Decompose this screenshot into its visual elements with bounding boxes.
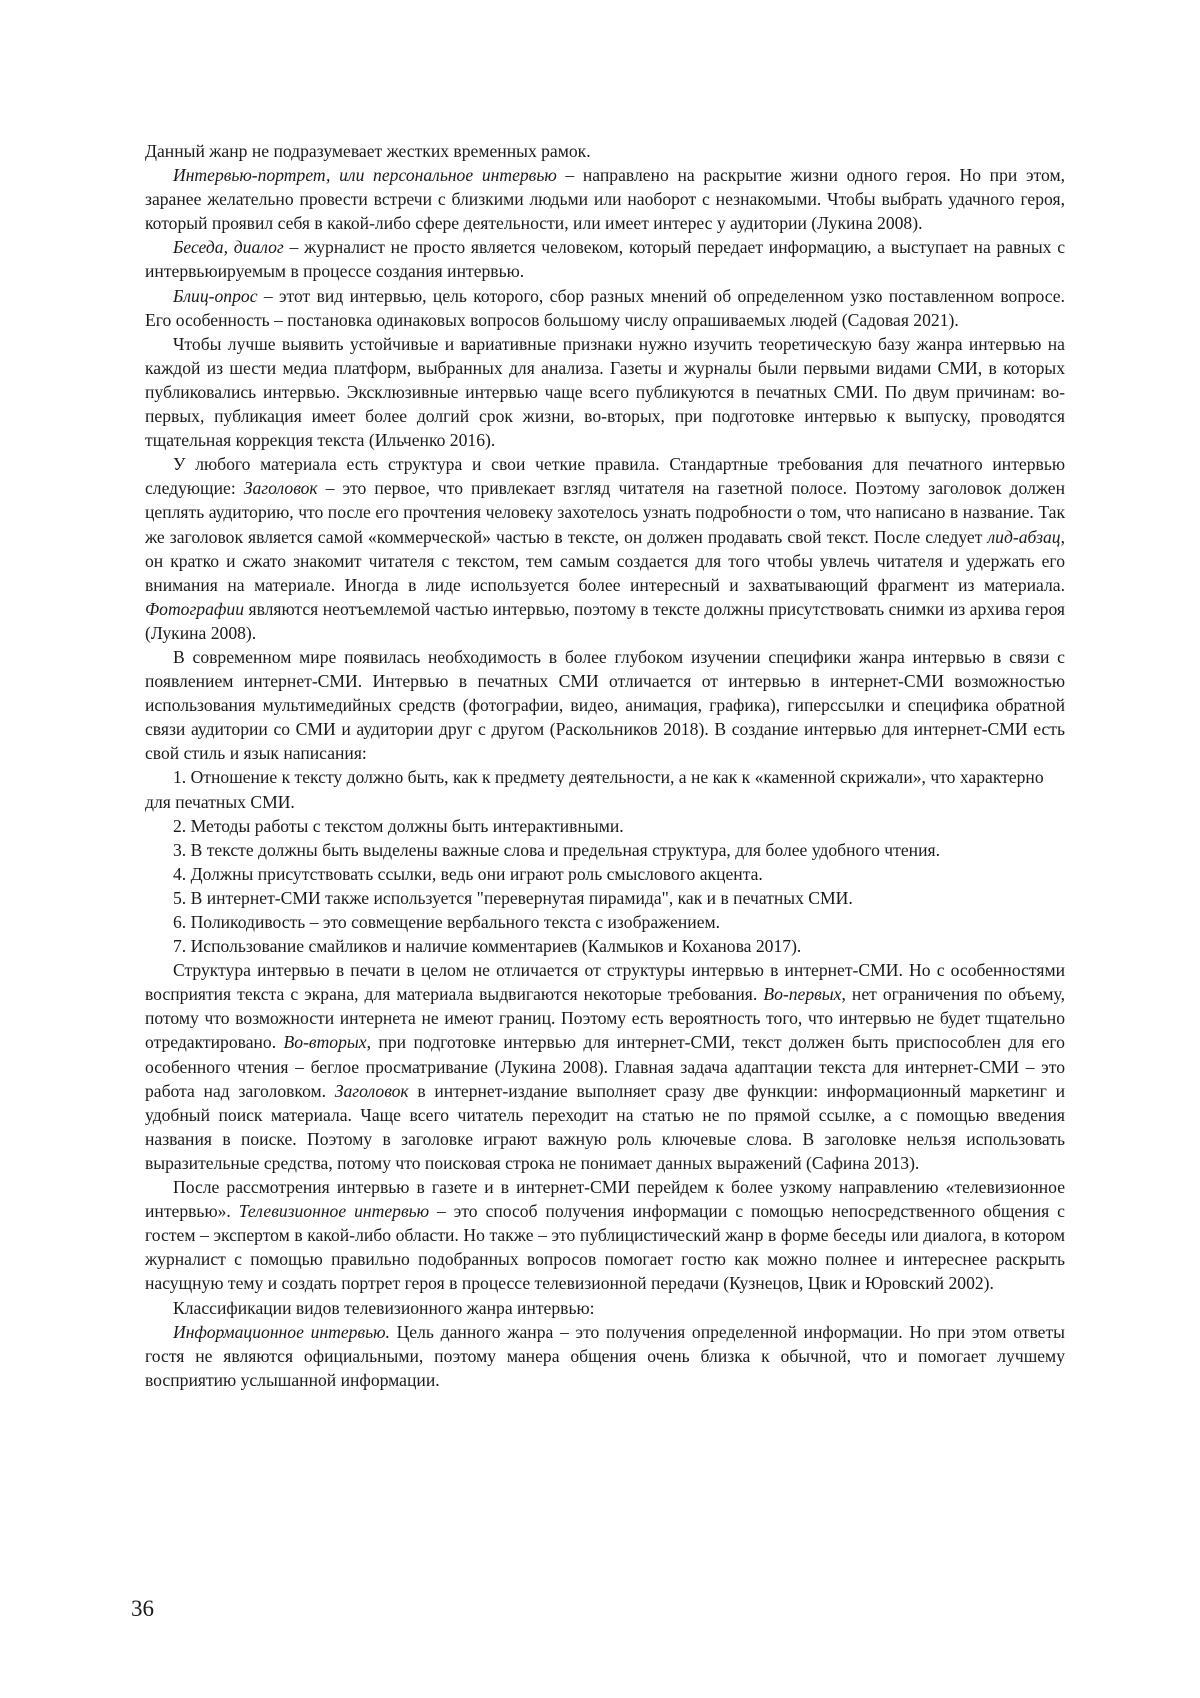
text-run: , нет ограничения по объему, потому что возможности интернета не имеют границ. Поэтому есть вероятность того, что интервью не будет тщательно отредактировано. [145,984,1065,1053]
list-item [145,765,1065,813]
text-run: 4. Должны присутствовать ссылки, ведь они играют роль смыслового акцента. [173,863,763,884]
text-run: У любого материала есть структура и свои четкие правила. Стандартные требования для печатного интервью следующие: [145,454,1065,499]
text-run: – журналист не просто является человеком, который передает информацию, а выступает на равных с интервьюируемым в процессе создания интервью. [145,237,1066,282]
text-run: 1. Отношение к тексту должно быть, как к предмету деятельности, а не как к «каменной скрижали», что характерно для печатных СМИ. [145,767,1044,812]
text-run: 7. Использование смайликов и наличие комментариев (Калмыков и Коханова 2017). [173,936,802,957]
italic-term: Во-первых [763,984,842,1005]
text-run: 6. Поликодивость – это совмещение вербального текста с изображением. [173,912,721,932]
italic-term: Блиц-опрос [173,285,258,306]
paragraph [145,284,1065,332]
text-run: 5. В интернет-СМИ также используется "перевернутая пирамида", как и в печатных СМИ. [173,887,853,908]
paragraph [145,235,1065,283]
text-run: Структура интервью в печати в целом не отличается от структуры интервью в интернет-СМИ. Но с особенностями восприятия текста с экрана, для материала выдвигаются некоторые требования. [145,960,1065,1005]
document-body [145,139,1065,1392]
paragraph [145,958,1065,1175]
page-number: 36 [131,1596,154,1621]
text-run: Чтобы лучше выявить устойчивые и вариативные признаки нужно изучить теоретическую базу жанра интервью на каждой из шести медиа платформ, выбранных для анализа. Газеты и журналы были первыми видами СМИ, в которых публиковались интервью. Эксклюзивные интервью чаще всего публикуются в печатных СМИ. По двум причинам: во-первых, публикация имеет более долгий срок жизни, во-вторых, при подготовке интервью к выпуску, проводятся тщательная коррекция текста (Ильченко 2016). [145,333,1065,451]
text-run: – направлено на раскрытие жизни одного героя. Но при этом, заранее желательно провести встречи с близкими людьми или наоборот с незнакомыми. Чтобы выбрать удачного героя, который проявил себя в какой-либо сфере деятельности, или имеет интерес у аудитории (Лукина 2008). [145,165,1065,234]
text-run: Классификации видов телевизионного жанра интервью: [173,1297,595,1318]
paragraph [145,1320,1065,1392]
text-run: , он кратко и сжато знакомит читателя с текстом, тем самым создается для того чтобы увлечь читателя и удержать его внимания на материале. Иногда в лиде используется более интересный и захватывающий фрагмент из материала. [145,526,1065,595]
list-item [145,886,1065,910]
text-run: 3. В тексте должны быть выделены важные слова и предельная структура, для более удобного чтения. [173,839,940,860]
italic-term: Заголовок [243,478,318,499]
italic-term: Телевизионное интервью [238,1201,430,1222]
text-run: В современном мире появилась необходимость в более глубоком изучении специфики жанра интервью в связи с появлением интернет-СМИ. Интервью в печатных СМИ отличается от интервью в интернет-СМИ возможностью использования мультимедийных средств (фотографии, видео, анимация, графика), гиперссылки и специфика обратной связи аудитории со СМИ и аудитории друг с другом (Раскольников 2018). В создание интервью для интернет-СМИ есть свой стиль и язык написания: [145,646,1065,764]
paragraph [145,163,1065,235]
italic-term: Заголовок [334,1080,409,1101]
italic-term: Интервью-портрет, или персональное интервью [173,165,557,186]
italic-term: Во-вторых [283,1032,367,1053]
paragraph [145,139,1065,163]
italic-term: Беседа, диалог [173,237,284,258]
italic-term: лид-абзац [987,526,1061,547]
paragraph [145,1296,1065,1320]
list-item [145,934,1065,958]
list-item [145,862,1065,886]
list-item [145,838,1065,862]
text-run: 2. Методы работы с текстом должны быть интерактивными. [173,815,624,836]
paragraph [145,645,1065,765]
paragraph [145,332,1065,452]
text-run: – этот вид интервью, цель которого, сбор разных мнений об определенном узко поставленном вопросе. Его особенность – постановка одинаковых вопросов большому числу опрашиваемых людей (Садовая 2021). [145,285,1065,330]
text-run: – это способ получения информации с помощью непосредственного общения с гостем – экспертом в какой-либо области. Но также – это публицистический жанр в форме беседы или диалога, в котором журналист с помощью правильно подобранных вопросов помогает гостю как можно полнее и интереснее раскрыть насущную тему и создать портрет героя в процессе телевизионной передачи (Кузнецов, Цвик и Юровский 2002). [145,1201,1065,1294]
text-run: в интернет-издание выполняет сразу две функции: информационный маркетинг и удобный поиск материала. Чаще всего читатель переходит на статью не по прямой ссылке, а с помощью введения названия в поиске. Поэтому в заголовке играют важную роль ключевые слова. В заголовке нельзя использовать выразительные средства, потому что поисковая строка не понимает данных выражений (Сафина 2013). [145,1080,1065,1173]
paragraph [145,1175,1065,1295]
text-run: Цель данного жанра – это получения определенной информации. Но при этом ответы гостя не являются официальными, поэтому манера общения очень близка к обычной, что и помогает лучшему восприятию услышанной информации. [145,1321,1065,1390]
paragraph [145,452,1065,645]
text-run: Данный жанр не подразумевает жестких временных рамок. [145,141,591,161]
italic-term: Информационное интервью. [173,1321,390,1342]
text-run: – это первое, что привлекает взгляд читателя на газетной полосе. Поэтому заголовок должен цеплять аудиторию, что после его прочтения человеку захотелось узнать подробности о том, что написано в название. Так же заголовок является самой «коммерческой» частью в тексте, он должен продавать свой текст. После следует [145,478,1065,547]
text-run: , при подготовке интервью для интернет-СМИ, текст должен быть приспособлен для его особенного чтения – беглое просматривание (Лукина 2008). Главная задача адаптации текста для интернет-СМИ – это работа над заголовком. [145,1032,1065,1101]
italic-term: Фотографии [145,598,244,619]
list-item [145,910,1065,934]
text-run: являются неотъемлемой частью интервью, поэтому в тексте должны присутствовать снимки из архива героя (Лукина 2008). [145,598,1065,643]
text-run: После рассмотрения интервью в газете и в интернет-СМИ перейдем к более узкому направлению «телевизионное интервью». [145,1177,1065,1222]
list-item [145,814,1065,838]
